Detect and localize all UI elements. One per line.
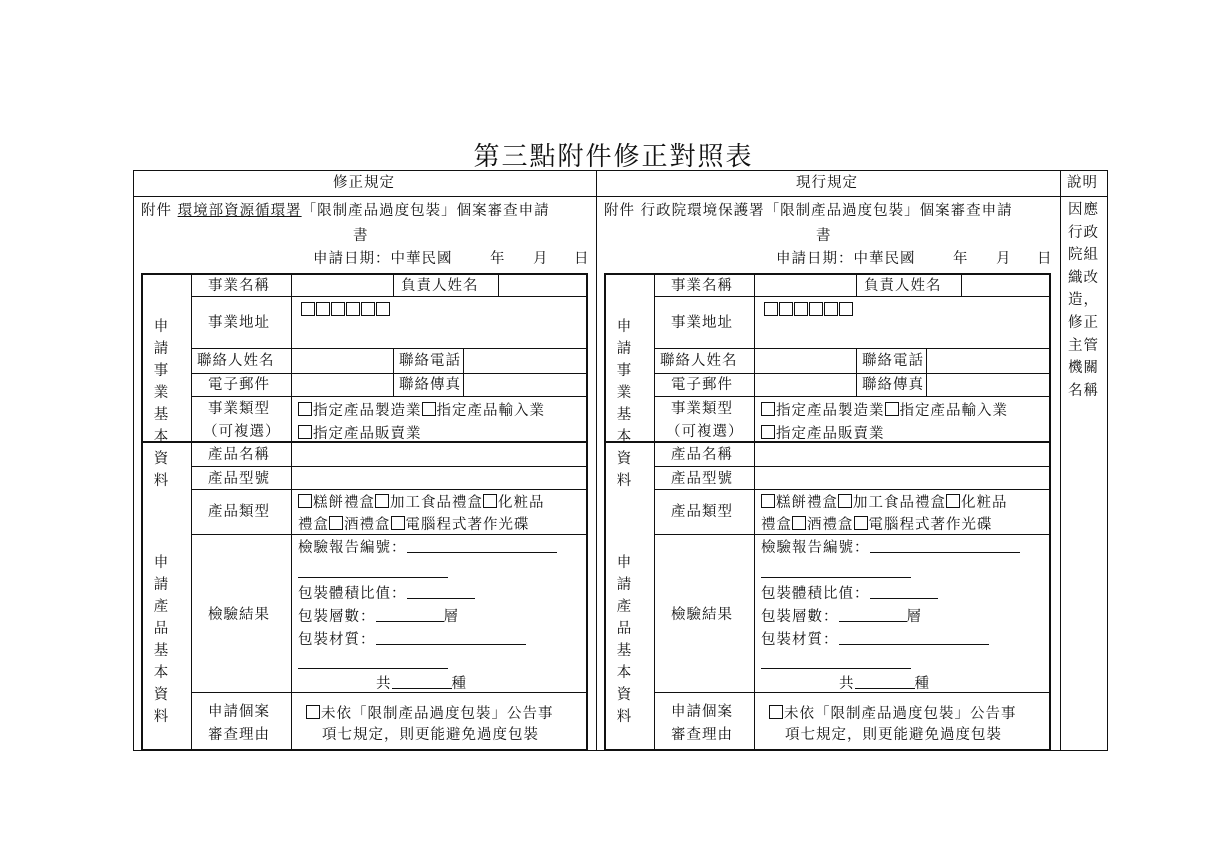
processed-checkbox[interactable] [838,494,852,508]
reason-text-1: 未依「限制產品過度包裝」公告事 [321,706,554,722]
form-title-prefix: 附件 [604,203,635,219]
contact-name-label: 聯絡人姓名 [197,353,275,369]
material-field[interactable] [839,632,989,645]
section2-label-line: 產品 [153,599,169,637]
date-year: 年 [953,251,969,267]
business-address-label: 事業地址 [671,315,733,331]
section2-label-line: 資料 [616,687,632,725]
form-title-line2: 書 [816,228,832,244]
pastry-label: 糕餅禮盒 [776,495,838,511]
section2-label-line: 資料 [153,687,169,725]
explanation-line: 名稱 [1068,382,1099,399]
form-title-agency: 行政院環境保護署 [640,203,765,219]
fax-label: 聯絡傳真 [862,377,924,393]
explanation-line: 主管 [1068,337,1099,354]
product-category-label: 產品類型 [671,504,733,520]
reason-label-2: 審查理由 [208,727,270,743]
layers-unit: 層 [443,609,459,625]
explanation-line: 行政 [1068,224,1099,241]
product-model-label: 產品型號 [208,471,270,487]
section2-label-line: 基本 [153,643,169,681]
explanation-header: 說明 [1067,175,1098,191]
total-prefix: 共 [839,676,855,692]
cosmetic-label: 化粧品 [498,495,545,511]
manufacture-checkbox[interactable] [298,402,312,416]
layers-label: 包裝層數： [298,609,376,625]
manufacture-label: 指定產品製造業 [313,403,422,419]
section1-label-line: 申請 [153,319,169,357]
import-label: 指定產品輸入業 [899,403,1008,419]
total-suffix: 種 [451,676,467,692]
reason-checkbox[interactable] [769,705,783,719]
layers-label: 包裝層數： [761,609,839,625]
reason-checkbox[interactable] [306,705,320,719]
contact-name-label: 聯絡人姓名 [660,353,738,369]
section1-label-line: 申請 [616,319,632,357]
current-header: 現行規定 [796,175,858,191]
wine-checkbox[interactable] [792,516,806,530]
cosmetic-checkbox[interactable] [946,494,960,508]
processed-checkbox[interactable] [375,494,389,508]
wine-label: 酒禮盒 [344,517,391,533]
sales-label: 指定產品販賣業 [313,426,422,442]
import-label: 指定產品輸入業 [436,403,545,419]
date-label: 申請日期：中華民國 [776,251,916,267]
reason-text-2: 項七規定，則更能避免過度包裝 [785,727,1002,743]
form-title-prefix: 附件 [141,203,172,219]
total-prefix: 共 [376,676,392,692]
volume-ratio-label: 包裝體積比值： [298,586,407,602]
section1-label-line: 基本 [153,407,169,445]
material-field[interactable] [376,632,526,645]
cosmetic-label-2: 禮盒 [298,517,329,533]
explanation-line: 造， [1068,292,1099,309]
revised-header: 修正規定 [333,175,395,191]
pastry-checkbox[interactable] [761,494,775,508]
reason-text-1: 未依「限制產品過度包裝」公告事 [784,706,1017,722]
software-checkbox[interactable] [854,516,868,530]
total-suffix: 種 [914,676,930,692]
manufacture-checkbox[interactable] [761,402,775,416]
cosmetic-checkbox[interactable] [483,494,497,508]
total-field[interactable] [392,676,452,689]
material-field-2[interactable] [761,656,911,669]
import-checkbox[interactable] [422,402,436,416]
report-number-label: 檢驗報告編號： [298,540,407,556]
volume-ratio-field[interactable] [870,586,938,599]
processed-label: 加工食品禮盒 [390,495,483,511]
fax-label: 聯絡傳真 [399,377,461,393]
multi-select-note: （可複選） [666,424,744,440]
volume-ratio-label: 包裝體積比值： [761,586,870,602]
reason-label-2: 審查理由 [671,727,733,743]
material-label: 包裝材質： [761,632,839,648]
date-day: 日 [574,251,590,267]
cosmetic-label-2: 禮盒 [761,517,792,533]
sales-checkbox[interactable] [761,425,775,439]
material-label: 包裝材質： [298,632,376,648]
owner-name-label: 負責人姓名 [401,278,479,294]
inspection-result-label: 檢驗結果 [208,607,270,623]
explanation-line: 機關 [1068,360,1099,377]
explanation-line: 院組 [1068,247,1099,264]
product-name-label: 產品名稱 [671,447,733,463]
business-name-label: 事業名稱 [671,278,733,294]
postal-code-boxes[interactable] [764,302,854,319]
business-name-label: 事業名稱 [208,278,270,294]
product-category-label: 產品類型 [208,504,270,520]
report-number-field[interactable] [870,540,1020,553]
wine-checkbox[interactable] [329,516,343,530]
layers-field[interactable] [839,609,907,622]
explanation-line: 修正 [1068,315,1099,331]
business-type-label: 事業類型 [671,401,733,417]
page-title: 第三點附件修正對照表 [473,142,754,172]
contact-phone-label: 聯絡電話 [862,353,924,369]
section1-label-line: 事業 [616,363,632,401]
manufacture-label: 指定產品製造業 [776,403,885,419]
explanation-line: 織改 [1068,269,1099,286]
report-number-label: 檢驗報告編號： [761,540,870,556]
section2-label-line: 產品 [616,599,632,637]
section2-label-line: 申請 [153,555,169,593]
form-title-rest: 「限制產品過度包裝」個案審查申請 [764,203,1013,219]
section2-label-line: 基本 [616,643,632,681]
cosmetic-label: 化粧品 [961,495,1008,511]
postal-code-boxes[interactable] [301,302,391,319]
report-number-field[interactable] [407,540,557,553]
report-number-field-2[interactable] [761,565,911,578]
layers-field[interactable] [376,609,444,622]
report-number-field-2[interactable] [298,565,448,578]
import-checkbox[interactable] [885,402,899,416]
form-title-rest: 「限制產品過度包裝」個案審查申請 [301,203,550,219]
revised-panel [133,196,596,750]
product-model-label: 產品型號 [671,471,733,487]
volume-ratio-field[interactable] [407,586,475,599]
date-year: 年 [490,251,506,267]
email-label: 電子郵件 [208,377,270,393]
current-panel [596,196,1060,750]
software-label: 電腦程式著作光碟 [405,517,530,533]
material-field-2[interactable] [298,656,448,669]
date-label: 申請日期：中華民國 [313,251,453,267]
total-field[interactable] [855,676,915,689]
date-month: 月 [533,251,549,267]
section1-label-line: 基本 [616,407,632,445]
reason-label-1: 申請個案 [208,704,270,720]
multi-select-note: （可複選） [203,424,281,440]
form-title-line2: 書 [353,228,369,244]
software-label: 電腦程式著作光碟 [868,517,993,533]
form-title-agency: 環境部資源循環署 [177,203,302,219]
business-address-label: 事業地址 [208,315,270,331]
pastry-checkbox[interactable] [298,494,312,508]
processed-label: 加工食品禮盒 [853,495,946,511]
sales-label: 指定產品販賣業 [776,426,885,442]
explanation-line: 因應 [1068,202,1099,218]
inspection-result-label: 檢驗結果 [671,607,733,623]
section1-label-line: 資料 [153,451,169,489]
email-label: 電子郵件 [671,377,733,393]
section1-label-line: 事業 [153,363,169,401]
product-name-label: 產品名稱 [208,447,270,463]
wine-label: 酒禮盒 [807,517,854,533]
software-checkbox[interactable] [391,516,405,530]
business-type-label: 事業類型 [208,401,270,417]
layers-unit: 層 [906,609,922,625]
sales-checkbox[interactable] [298,425,312,439]
owner-name-label: 負責人姓名 [864,278,942,294]
contact-phone-label: 聯絡電話 [399,353,461,369]
date-day: 日 [1037,251,1053,267]
reason-text-2: 項七規定，則更能避免過度包裝 [322,727,539,743]
date-month: 月 [996,251,1012,267]
reason-label-1: 申請個案 [671,704,733,720]
section2-label-line: 申請 [616,555,632,593]
section1-label-line: 資料 [616,451,632,489]
pastry-label: 糕餅禮盒 [313,495,375,511]
